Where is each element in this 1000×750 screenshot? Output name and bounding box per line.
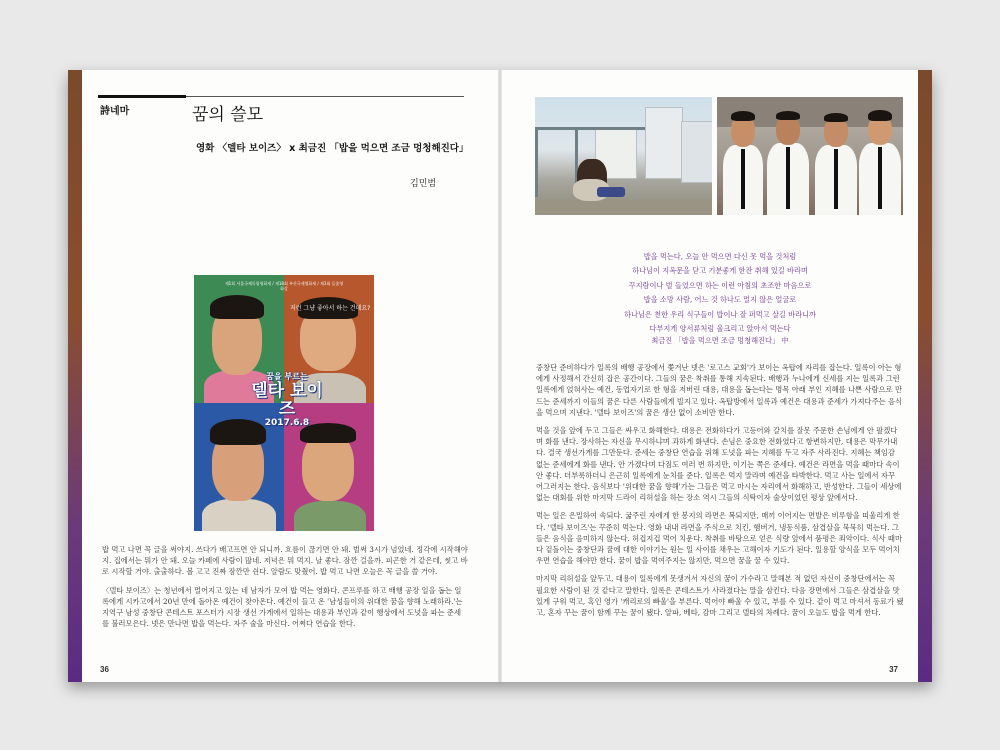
left-page-edge	[68, 70, 82, 682]
poster-title	[244, 371, 330, 428]
paragraph: 마지막 리허설을 앞두고, 대용이 일록에게 못생겨서 자신의 꿈이 가수라고 말해본 적 없던 자신이 중창단에서는 꼭 필요한 사람이 된 것 같다고 말한다. 일록은 콘테스트가 사라졌다는 말을 삼킨다. 다음 장면에서 그들은 삼겹살을 맛있게 구워 먹고, 혹인 영가 '캐리로의 빠울'을 부른다. 먹어야 빠울 수 있고, 부를 수 있다. 같이 먹고 마셔서 동료가 됐고, 혼자 꾸는 꿈이 함께 꾸는 꿈이 됐다. 알파, 베타, 감마 그리고 델타의 차례다. 꿈이 오늘도 밥을 먹게 한다.	[536, 574, 904, 618]
left-body-text	[102, 544, 468, 636]
paragraph: 먹는 일은 은밀하여 속되다. 굶주린 자에게 한 봉지의 라면은 복되지만, 매끼 이어지는 면발은 비루함을 띠울리게 한다. '델타 보이즈'는 꾸준히 먹는다. 영화 내내 라면을 주식으로 치킨, 햄버거, 냉동식품, 삼겹살을 묵묵히 먹는다. 그들은 음식을 음미하지 않는다. 허겁지겁 먹어 치운다. 착취를 바탕으로 얻은 식량 앞에서 품평은 죄악이다. 식사 때마다 겉돌이는 중창단과 꿈에 대한 이야기는 원는 일 사이를 채우는 고해이자 기도가 된다. 일용할 양식을 모두 먹어치우면 연습을 해야만 한다. 꿈이 밥을 먹여주지는 않지만, 먹으면 꿈을 꿀 수 있다.	[536, 511, 902, 566]
poem-citation: 최금진 「밥을 먹으면 조금 멍청해진다」 中	[651, 336, 789, 345]
poem-line: 밥을 소망 사람, 어느 것 하나도 멀지 않은 얼굴로	[643, 295, 797, 305]
article-title: 꿈의 쓸모	[192, 105, 264, 125]
poem-excerpt	[540, 250, 900, 336]
poster-credits: 제1회 서울국제독립영화제 / 제18회 부산국제영화제 / 제3회 들꽃영화상	[224, 281, 344, 291]
movie-poster	[194, 275, 374, 531]
poster-title-main: 델타 보이즈	[251, 381, 323, 419]
poem-line: 하나님은 천한 우리 식구들이 밥이나 잘 퍼먹고 살길 바라니까	[624, 309, 816, 319]
right-page-edge	[918, 70, 932, 682]
poster-title-small: 꿈을 부르는	[266, 372, 308, 381]
poster-tagline: 저런 그냥 좋아서 하는 건데요?	[290, 305, 371, 312]
poem-line: 밥을 먹는다, 오늘 안 먹으면 다신 못 먹을 것처럼	[643, 252, 797, 261]
author-name: 김민범	[410, 179, 437, 189]
paragraph: 먹을 것을 앞에 두고 그들은 싸우고 화해한다. 대용은 전화하다가 고등어와 갈치를 잘못 주문한 손님에게 안 팔겠다며 화를 낸다. 장사하는 자신을 무시하냐며 과하게 화낸다. 손님은 중요한 전화였다고 항변하지만, 대용은 막무가내다. 결국 생선가게를 그만둔다. 준세는 중창단 연습을 위해 도넛을 파는 지혜를 두고 자주 사라진다. 지혜는 책임감 없는 준세에게 화를 낸다. 안 가겠다며 다짐도 여러 번 하지만, 이기는 쪽은 준세다. 예건은 라면을 먹을 때마다 속이 안 좋다. 더부룩하더니 은근히 일록에게 눈치를 준다. 일록은 먹지 말라며 예건을 타박한다. 먹고 사는 일에서 자꾸 어그러지는 한다. 음식보다 '위대한 꿈을 향해'가는 그들은 먹고 마시는 자리에서 화해하고, 반성한다. 그들이 세상에 없는 대회를 위한 마지막 드라이 리허설을 하는 장소 역시 그들의 식탁이자 술상이었던 평상 앞에서다.	[536, 426, 902, 503]
magazine-spread	[68, 70, 932, 682]
poem-line: 꾸지람이나 벌 들었으면 하는 이런 아침의 초조한 마음으로	[628, 280, 812, 290]
paragraph: 〈델타 보이즈〉는 청년에서 멀어지고 있는 네 남자가 모여 밥 먹는 영화다. 콘프루를 하고 배행 공장 일을 돕는 일록에게 시카고에서 20년 만에 돌아온 예건이 찾아온다. 예건이 들고 온 '남성들이의 위대한 꿈을 향해 노래하라.'는 지역구 남성 중창단 콘테스트 포스터가 시장 생선 가게에서 일하는 대용과 부인과 같이 행상에서 도넛을 파는 준세를 불러모은다. 넷은 만나면 밥을 먹는다. 자주 술을 마신다. 어쩌다 연습을 한다.	[102, 585, 463, 629]
right-body-text	[536, 362, 904, 625]
four-men-photo	[717, 97, 903, 215]
left-page	[68, 70, 500, 682]
page-number-right: 37	[889, 665, 898, 674]
poem-line: 하나님이 지옥문을 닫고 기분좋게 한잔 취해 있길 바라며	[632, 266, 808, 276]
section-label: 詩네마	[100, 106, 130, 117]
paragraph: 중창단 준비하다가 일록의 배행 공장에서 쫓겨난 넷은 '로고스 교회'가 보이는 옥탑에 자리를 잡는다. 일록이 아는 형에게 사정해서 간신히 잡은 공간이다. 그들의 꿈은 착취를 통해 지속된다. 배행과 누나에게 신세를 지는 일록과 그런 일록에게 얹혀사는 예건, 동업자기로 한 형을 저버린 대용, 대용을 돕는다는 명목 아래 부인 지혜를 나쁜 사람으로 만드는 준세까지 이들의 꿈은 다른 사람들에게 빌지고 있다. 옥탑방에서 일록과 예건은 대용과 준세가 가져다주는 음식을 먹으며 지낸다. '델타 보이즈'의 꿈은 생산 없이 소비만 한다.	[536, 363, 903, 417]
center-fold	[498, 70, 502, 682]
right-page	[500, 70, 932, 682]
poem-line: 다부지게 양서류처럼 울크리고 앉아서 먹는다	[649, 324, 791, 334]
header-rule-accent	[98, 95, 186, 98]
page-number-left: 36	[100, 665, 109, 674]
article-subtitle: 영화 〈델타 보이즈〉 x 최금진 「밥을 먹으면 조금 멍청해진다」	[196, 143, 469, 154]
rooftop-photo	[535, 97, 712, 215]
poster-date: 2017.6.8	[264, 418, 310, 428]
paragraph: 밥 먹고 나면 꼭 글을 써야지. 쓰다가 배고프면 안 되니까. 흐름이 끊기면 안 돼. 벌써 3시가 넘었네. 정각에 시작해야지. 집에서는 뭐가 안 돼. 오늘 카페에 사람이 많네. 저녁은 뭐 먹지. 날 좋다. 잠깐 걸을까. 피곤한 거 같은데, 씻고 바로 시작할 거야. 출출하다. 볼 고고 진짜 잠깐만 쉰다. 알람도 맞췄어. 밥 먹고 나면 오늘은 꼭 글을 쓸 거야.	[102, 545, 468, 577]
